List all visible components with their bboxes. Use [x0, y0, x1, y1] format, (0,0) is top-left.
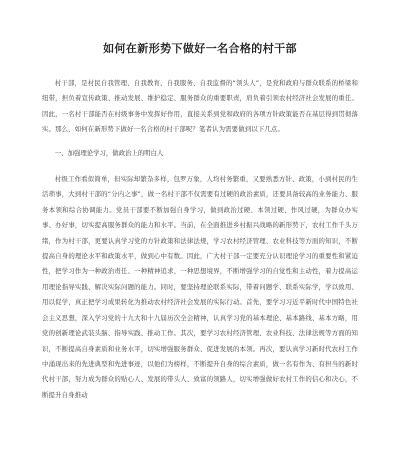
section-body-paragraph: 村级工作看似简单，但实际却繁杂多样，包罗万象，人均村务繁重，又要熟悉方针、政策，小到村民的生活琐事，大到村干部的“分内之事”，做一名村干部不仅需要有过硬的政治素质，还要具备较高的业务能力、服务本领和综合协调能力。党员干部要不断加强自身学习，做到政治过硬、本领过硬、作风过硬，为群众办实事、办好事，切实提高服务群众的能力和水平。当前，在全面推进乡村振兴战略的新形势下，农村工作千头万绪，作为村干部，更要认真学习党的方针政策和法律法规，学习农村经济管理、农业科技等方面的知识，不断提高自身的理论水平和政策水平，做到心中有数。因此，广大村干部一定要充分认识理论学习的重要性和紧迫性，把学习作为一种政治责任、一种精神追求、一种思想境界，不断增强学习的自觉性和主动性，着力提高运用理论指导实践、解决实际问题的能力。同时，要坚持理论联系实际，带着问题学、联系实际学，学以致用、用以促学，真正把学习成果转化为推动农村经济社会发展的实际行动。首先，要学习习近平新时代中国特色社会主义思想，深入学习党的十九大和十九届历次全会精神，认真学习党的基本理论、基本路线、基本方略，用党的创新理论武装头脑、指导实践、推动工作。其次，要学习农村经济管理、农业科技、法律法规等方面的知识，不断提高自身素质和业务水平，切实增强服务群众、促进发展的本领。再次，要认真学习新时代农村工作中涌现出来的先进典型和先进事迹，以他们为榜样，不断提升自身的综合素质，做一名有作为、有担当的新时代村干部，努力成为群众的贴心人、发展的带头人、致富的领路人，切实增强做好农村工作的信心和决心，不断提升自身推动	[42, 175, 358, 399]
section-heading: 一、加强理论学习，做政治上的明白人	[54, 148, 164, 157]
intro-paragraph: 村干部，是村民自我管理、自我教育、自我服务、自我监督的“领头人”，是党和政府与群众联系的桥梁和纽带，担负着宣传政策、推动发展、维护稳定、服务群众的重要职责，肩负着引领农村经济社会发展的重任。因此，一名村干部能否在村级事务中发挥好作用，直接关系到党和政府的各项方针政策能否在基层得到贯彻落实。那么，如何在新形势下做好一名合格的村干部呢？笔者认为需要做到以下几点。	[42, 79, 358, 134]
document-title: 如何在新形势下做好一名合格的村干部	[103, 42, 297, 55]
